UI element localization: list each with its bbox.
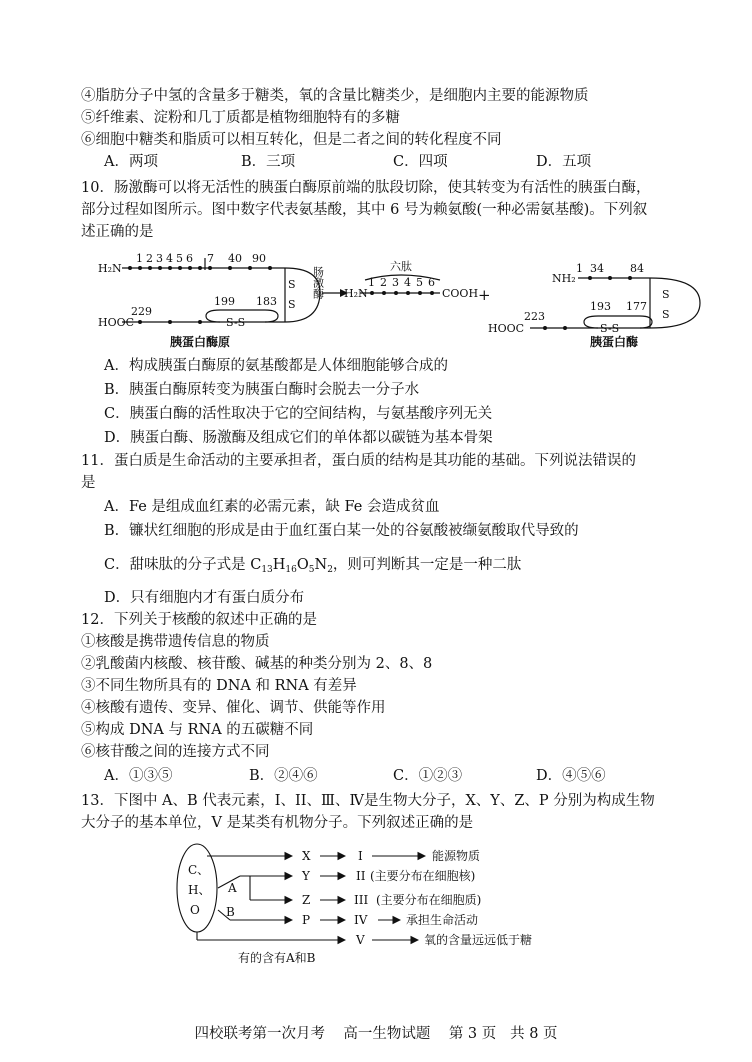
left-num: 229 xyxy=(131,305,152,318)
macro-iv: IV xyxy=(354,913,368,927)
hex-h2n: H₂N xyxy=(344,287,368,300)
element-h: H、 xyxy=(188,883,211,897)
hex-num: 2 xyxy=(380,276,387,289)
q12-stem: 12．下列关于核酸的叙述中正确的是 xyxy=(81,612,317,628)
left-num: 199 xyxy=(214,295,235,308)
q12-item-4: ④核酸有遗传、变异、催化、调节、供能等作用 xyxy=(81,700,386,716)
q11-stem-1: 11．蛋白质是生命活动的主要承担者，蛋白质的结构是其功能的基础。下列说法错误的 xyxy=(81,453,636,469)
bottom-note: 有的含有A和B xyxy=(238,951,316,965)
q12-item-5: ⑤构成 DNA 与 RNA 的五碳糖不同 xyxy=(81,722,314,738)
right-num: 223 xyxy=(524,310,545,323)
left-num: 6 xyxy=(186,252,193,265)
q10-stem-3: 述正确的是 xyxy=(81,224,154,240)
left-num: 7 xyxy=(207,252,214,265)
q11-option-d[interactable]: D．只有细胞内才有蛋白质分布 xyxy=(104,590,305,606)
v-desc: 氧的含量远远低于糖 xyxy=(424,933,533,947)
q12-option-d[interactable]: D．④⑤⑥ xyxy=(536,768,606,784)
right-num: 34 xyxy=(590,262,604,275)
right-hooc: HOOC xyxy=(488,322,525,335)
left-num: 4 xyxy=(166,252,173,265)
q11-option-a[interactable]: A．Fe 是组成血红素的必需元素，缺 Fe 会造成贫血 xyxy=(104,499,440,515)
unit-z: Z xyxy=(302,893,311,907)
q10-stem-1: 10．肠激酶可以将无活性的胰蛋白酶原前端的肽段切除，使其转变为有活性的胰蛋白酶， xyxy=(81,180,651,196)
molecule-v: V xyxy=(356,933,365,947)
hex-num: 1 xyxy=(368,276,375,289)
iii-desc: (主要分布在细胞质) xyxy=(376,893,482,907)
unit-y: Y xyxy=(302,869,310,883)
left-num: 40 xyxy=(228,252,242,265)
q9-option-d[interactable]: D．五项 xyxy=(536,154,592,170)
trypsin-label: 胰蛋白酶 xyxy=(590,335,639,349)
hexapeptide-label: 六肽 xyxy=(390,260,412,273)
left-num: 183 xyxy=(256,295,277,308)
left-num: 5 xyxy=(176,252,183,265)
statement-5: ⑤纤维素、淀粉和几丁质都是植物细胞特有的多糖 xyxy=(81,110,400,126)
statement-6: ⑥细胞中糖类和脂质可以相互转化，但是二者之间的转化程度不同 xyxy=(81,132,502,148)
right-s: S xyxy=(662,288,670,301)
q10-option-a[interactable]: A．构成胰蛋白酶原的氨基酸都是人体细胞能够合成的 xyxy=(104,358,448,374)
trypsin-activation-figure xyxy=(0,248,752,358)
element-c: C、 xyxy=(188,863,210,877)
left-s: S xyxy=(288,278,296,291)
q10-stem-2: 部分过程如图所示。图中数字代表氨基酸，其中 6 号为赖氨酸(一种必需氨基酸)。下列叙 xyxy=(81,202,648,218)
element-a: A xyxy=(228,881,237,895)
right-s: S xyxy=(662,308,670,321)
enzyme-label: 肠激酶 xyxy=(311,266,325,299)
q11-option-b[interactable]: B．镰状红细胞的形成是由于血红蛋白某一处的谷氨酸被缬氨酸取代导致的 xyxy=(104,523,579,539)
right-num: 84 xyxy=(630,262,644,275)
q12-options xyxy=(104,766,664,786)
i-desc: 能源物质 xyxy=(432,849,481,863)
right-num: 177 xyxy=(626,300,647,313)
left-num: 1 xyxy=(136,252,143,265)
q9-options xyxy=(104,152,664,172)
q11-option-c[interactable]: C．甜味肽的分子式是 $C_{13}H_{16}O_5N_2$，则可判断其一定是一种二肽 xyxy=(104,557,522,575)
q12-item-2: ②乳酸菌内核酸、核苷酸、碱基的种类分别为 2、8、8 xyxy=(81,656,433,672)
macromolecule-figure xyxy=(0,838,752,968)
q9-option-a[interactable]: A．两项 xyxy=(104,154,158,170)
left-num: 2 xyxy=(146,252,153,265)
macro-ii: II xyxy=(356,869,366,883)
q10-option-b[interactable]: B．胰蛋白酶原转变为胰蛋白酶时会脱去一分子水 xyxy=(104,382,420,398)
left-hooc: HOOC xyxy=(98,316,135,329)
q12-item-3: ③不同生物所具有的 DNA 和 RNA 有差异 xyxy=(81,678,357,694)
iv-desc: 承担生命活动 xyxy=(406,913,479,927)
element-b: B xyxy=(226,905,235,919)
q9-option-b[interactable]: B．三项 xyxy=(241,154,296,170)
q12-item-1: ①核酸是携带遗传信息的物质 xyxy=(81,634,270,650)
hex-num: 6 xyxy=(428,276,435,289)
left-num: 90 xyxy=(252,252,266,265)
hex-num: 4 xyxy=(404,276,411,289)
right-nh2: NH₂ xyxy=(552,272,576,285)
unit-x: X xyxy=(302,849,311,863)
trypsinogen-label: 胰蛋白酶原 xyxy=(170,335,231,349)
hex-num: 3 xyxy=(392,276,399,289)
hex-cooh: COOH xyxy=(442,287,479,300)
unit-p: P xyxy=(302,913,311,927)
left-s: S xyxy=(288,298,296,311)
statement-4: ④脂肪分子中氢的含量多于糖类，氧的含量比糖类少，是细胞内主要的能源物质 xyxy=(81,88,589,104)
right-num: 1 xyxy=(576,262,583,275)
q10-option-c[interactable]: C．胰蛋白酶的活性取决于它的空间结构，与氨基酸序列无关 xyxy=(104,406,493,422)
q12-option-c[interactable]: C．①②③ xyxy=(393,768,463,784)
q12-option-b[interactable]: B．②④⑥ xyxy=(249,768,318,784)
q11-stem-2: 是 xyxy=(81,475,96,491)
plus-sign: + xyxy=(478,286,491,304)
macro-iii: III xyxy=(354,893,369,907)
q13-stem-1: 13．下图中 A、B 代表元素，I、II、Ⅲ、Ⅳ是生物大分子，X、Y、Z、P 分别为构成生物 xyxy=(81,793,655,809)
left-ss: S-S xyxy=(226,316,246,329)
right-num: 193 xyxy=(590,300,611,313)
left-h2n: H₂N xyxy=(98,262,122,275)
q10-option-d[interactable]: D．胰蛋白酶、肠激酶及组成它们的单体都以碳链为基本骨架 xyxy=(104,430,493,446)
q13-stem-2: 大分子的基本单位，V 是某类有机物分子。下列叙述正确的是 xyxy=(81,815,474,831)
macro-i: I xyxy=(358,849,363,863)
page-footer: 四校联考第一次月考 高一生物试题 第 3 页 共 8 页 xyxy=(194,1026,558,1042)
q12-item-6: ⑥核苷酸之间的连接方式不同 xyxy=(81,744,270,760)
ii-desc: (主要分布在细胞核) xyxy=(370,869,476,883)
hex-num: 5 xyxy=(416,276,423,289)
left-num: 3 xyxy=(156,252,163,265)
element-o: O xyxy=(190,903,200,917)
q12-option-a[interactable]: A．①③⑤ xyxy=(104,768,173,784)
q9-option-c[interactable]: C．四项 xyxy=(393,154,448,170)
right-ss: S-S xyxy=(600,322,620,335)
